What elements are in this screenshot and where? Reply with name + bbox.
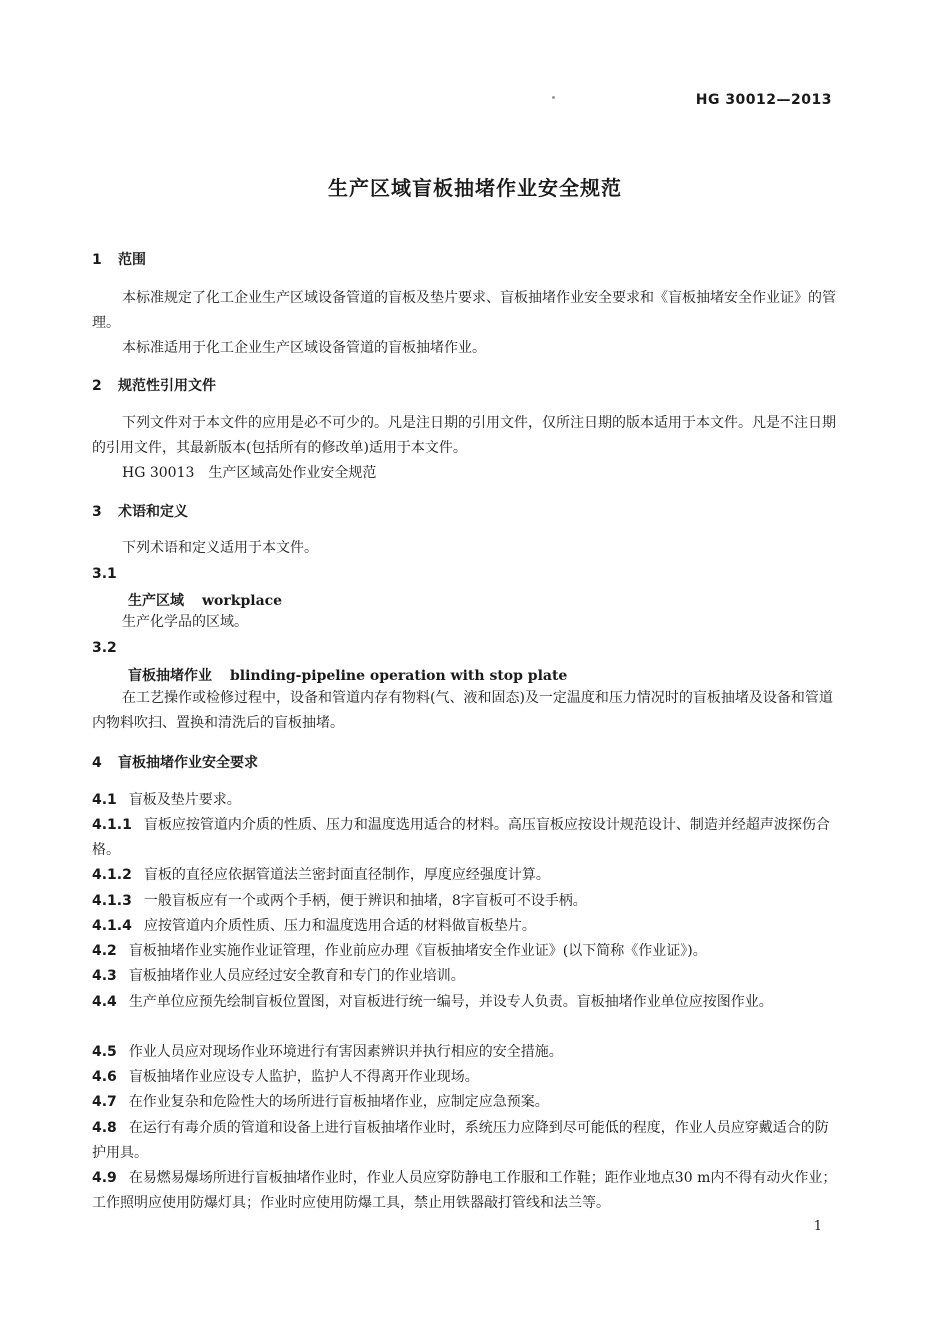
- clause-number: 4.8: [92, 1120, 117, 1136]
- clause-number: 4.1: [92, 792, 117, 808]
- clause-number: 4.3: [92, 968, 117, 984]
- section-number: 2: [92, 378, 102, 394]
- clause-number: 4.1.4: [92, 918, 132, 934]
- scan-speck: [552, 96, 555, 99]
- clause-number: 4.1.3: [92, 893, 132, 909]
- clause-text: 在运行有毒介质的管道和设备上进行盲板抽堵作业时，系统压力应降到尽可能低的程度，作业人员应穿戴适合的防护用具。: [92, 1120, 829, 1161]
- paragraph: 下列文件对于本文件的应用是必不可少的。凡是注日期的引用文件，仅所注日期的版本适用于本文件。凡是不注日期的引用文件，其最新版本(包括所有的修改单)适用于本文件。: [92, 415, 836, 456]
- section-3-heading: [92, 501, 188, 521]
- clause-text: 盲板抽堵作业实施作业证管理，作业前应办理《盲板抽堵安全作业证》(以下简称《作业证》)。: [128, 943, 707, 959]
- section-title: 术语和定义: [118, 504, 188, 520]
- clause: [92, 1090, 838, 1115]
- clause-number: 4.4: [92, 994, 117, 1010]
- clause: [92, 964, 838, 989]
- clause: [92, 889, 838, 914]
- term-entry: [128, 590, 282, 610]
- term-english: blinding-pipeline operation with stop plate: [230, 668, 568, 684]
- page-number: 1: [813, 1219, 822, 1234]
- term-chinese: 生产区域: [128, 593, 184, 609]
- term-english: workplace: [202, 593, 283, 609]
- term-number: 3.2: [92, 640, 117, 656]
- section-title: 规范性引用文件: [118, 378, 216, 394]
- clause-text: 盲板抽堵作业人员应经过安全教育和专门的作业培训。: [128, 968, 465, 984]
- paragraph: 本标准适用于化工企业生产区域设备管道的盲板抽堵作业。: [122, 340, 486, 356]
- clause-text: 应按管道内介质性质、压力和温度选用合适的材料做盲板垫片。: [143, 918, 536, 934]
- clause-text: 在作业复杂和危险性大的场所进行盲板抽堵作业，应制定应急预案。: [128, 1094, 549, 1110]
- clause-number: 4.1.2: [92, 867, 132, 883]
- standard-code: HG 30012—2013: [695, 92, 832, 108]
- clause: [92, 1166, 838, 1216]
- clause: [92, 914, 838, 939]
- term-definition: 在工艺操作或检修过程中，设备和管道内存有物料(气、液和固态)及一定温度和压力情况时的盲板抽堵及设备和管道内物料吹扫、置换和清洗后的盲板抽堵。: [92, 690, 833, 731]
- clause: [92, 1040, 838, 1065]
- clause-number: 4.2: [92, 943, 117, 959]
- term-number: 3.1: [92, 566, 117, 582]
- clause-number: 4.6: [92, 1069, 117, 1085]
- clause-text: 在易燃易爆场所进行盲板抽堵作业时，作业人员应穿防静电工作服和工作鞋；距作业地点30 m内不得有动火作业；工作照明应使用防爆灯具；作业时应使用防爆工具，禁止用铁器敲打管线和法兰等。: [92, 1170, 837, 1211]
- clause: [92, 813, 838, 863]
- clause: [92, 788, 838, 813]
- clause-text: 盲板应按管道内介质的性质、压力和温度选用适合的材料。高压盲板应按设计规范设计、制造并经超声波探伤合格。: [92, 817, 830, 858]
- section-title: 盲板抽堵作业安全要求: [118, 755, 258, 771]
- clause-number: 4.9: [92, 1170, 117, 1186]
- term-entry: [128, 665, 567, 685]
- clause: [92, 863, 838, 888]
- page-title: 生产区域盲板抽堵作业安全规范: [328, 176, 622, 200]
- term-chinese: 盲板抽堵作业: [128, 668, 212, 684]
- clause: [92, 939, 838, 964]
- section-number: 3: [92, 504, 102, 520]
- clause-number: 4.5: [92, 1044, 117, 1060]
- clause-number: 4.7: [92, 1094, 117, 1110]
- section-title: 范围: [118, 252, 146, 268]
- paragraph: 下列术语和定义适用于本文件。: [122, 540, 318, 556]
- normative-reference: HG 30013 生产区域高处作业安全规范: [122, 465, 377, 481]
- section-4-heading: [92, 752, 258, 772]
- clause-text: 作业人员应对现场作业环境进行有害因素辨识并执行相应的安全措施。: [128, 1044, 563, 1060]
- section-number: 4: [92, 755, 102, 771]
- paragraph: 本标准规定了化工企业生产区域设备管道的盲板及垫片要求、盲板抽堵作业安全要求和《盲板抽堵安全作业证》的管理。: [92, 290, 836, 331]
- clause-number: 4.1.1: [92, 817, 132, 833]
- clause-text: 生产单位应预先绘制盲板位置图，对盲板进行统一编号，并设专人负责。盲板抽堵作业单位应按图作业。: [128, 994, 773, 1010]
- section-1-heading: [92, 249, 146, 269]
- section-number: 1: [92, 252, 102, 268]
- clause: [92, 1065, 838, 1090]
- clause-text: 盲板及垫片要求。: [128, 792, 241, 808]
- term-definition: 生产化学品的区域。: [122, 614, 248, 630]
- clause-text: 盲板的直径应依据管道法兰密封面直径制作，厚度应经强度计算。: [143, 867, 550, 883]
- clause: [92, 990, 838, 1015]
- section-2-heading: [92, 375, 216, 395]
- clause: [92, 1116, 838, 1166]
- clause-text: 盲板抽堵作业应设专人监护，监护人不得离开作业现场。: [128, 1069, 479, 1085]
- clause-text: 一般盲板应有一个或两个手柄，便于辨识和抽堵，8字盲板可不设手柄。: [143, 893, 587, 909]
